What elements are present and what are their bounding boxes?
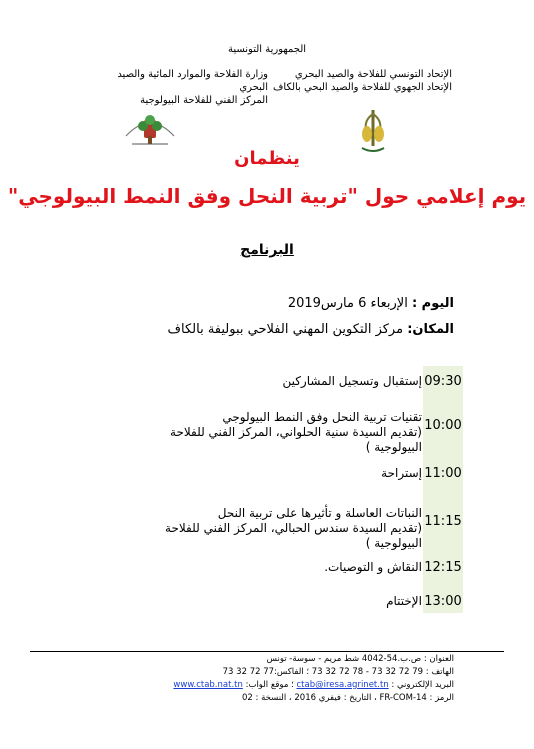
union-national: الإتحاد التونسي للفلاحة والصيد البحري xyxy=(294,69,452,80)
schedule-item xyxy=(122,374,422,389)
program-heading: البرنامج xyxy=(240,242,294,258)
schedule-item-title: إستراحة xyxy=(381,466,422,480)
email-link[interactable]: ctab@iresa.agrinet.tn xyxy=(296,680,389,690)
place-value: مركز التكوين المهني الفلاحي ببوليفة بالكاف xyxy=(167,322,408,337)
union-regional: الإتحاد الجهوي للفلاحة والصيد البحي بالكاف xyxy=(273,82,452,93)
footer-phone: الهاتف : 79 72 32 73 - 78 72 32 73 ؛ الفاكس:77 72 32 73 xyxy=(222,667,454,677)
schedule-time: 13:00 xyxy=(424,594,462,609)
footer-address: العنوان : ص.ب.54-4042 شط مريم - سوسة- تونس xyxy=(266,654,454,664)
republic-heading: الجمهورية التونسية xyxy=(227,44,307,55)
place-label: المكان: xyxy=(407,322,454,337)
time-column-shade xyxy=(423,366,463,613)
organize-heading: ينظمان xyxy=(234,148,300,169)
schedule-item xyxy=(122,594,422,609)
schedule-item xyxy=(122,560,422,575)
ctab-logo xyxy=(118,106,182,150)
schedule-item xyxy=(122,506,422,551)
schedule-time: 10:00 xyxy=(424,418,462,433)
event-title: يوم إعلامي حول "تربية النحل وفق النمط البيولوجي" xyxy=(7,184,527,208)
web-label: ؛ موقع الواب: xyxy=(242,680,297,690)
schedule-item-title: تقنيات تربية النحل وفق النمط البيولوجي xyxy=(222,410,422,424)
schedule-item-speaker: (تقديم السيدة سنية الحلواني، المركز الفني للفلاحة البيولوجية ) xyxy=(170,425,422,454)
schedule-time: 12:15 xyxy=(424,560,462,575)
place-line xyxy=(168,322,454,337)
center-name: المركز الفني للفلاحة البيولوجية xyxy=(140,95,268,106)
day-value: الإربعاء 6 مارس2019 xyxy=(287,296,412,311)
day-line xyxy=(288,296,454,311)
schedule-time: 09:30 xyxy=(424,374,462,389)
ministry-name: وزارة الفلاحة والموارد المائية والصيد البحري xyxy=(117,69,268,93)
footer-code: الرمز : FR-COM-14 ، التاريخ : فيفري 2016 ، النسخة : 02 xyxy=(241,693,454,703)
schedule-time: 11:00 xyxy=(424,466,462,481)
ministry-block xyxy=(88,68,268,107)
email-label: البريد الإلكتروني : xyxy=(388,680,454,690)
schedule-item xyxy=(122,410,422,455)
footer-divider xyxy=(30,651,504,652)
union-block xyxy=(262,68,452,94)
schedule-item-speaker: (تقديم السيدة سندس الحبالي، المركز الفني للفلاحة البيولوجية ) xyxy=(165,521,422,550)
schedule-item-title: الإختتام xyxy=(386,594,422,608)
schedule-item-title: النباتات العاسلة و تأثيرها على تربية النحل xyxy=(217,506,422,520)
day-label: اليوم : xyxy=(411,296,454,311)
footer-contact xyxy=(173,680,454,690)
schedule-item-title: إستقبال وتسجيل المشاركين xyxy=(282,374,422,388)
schedule-time: 11:15 xyxy=(424,514,462,529)
utap-emblem xyxy=(356,106,390,154)
schedule-item xyxy=(122,466,422,481)
website-link[interactable]: www.ctab.nat.tn xyxy=(173,680,243,690)
schedule-item-title: النقاش و التوصيات. xyxy=(324,560,422,574)
